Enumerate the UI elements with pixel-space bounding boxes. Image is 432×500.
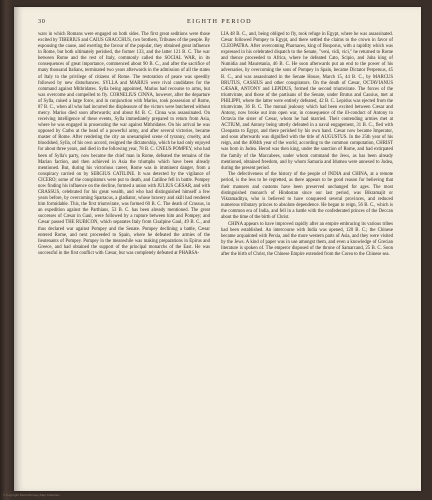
paragraph: CHINA appears to have improved rapidly after an empire embracing its various tribes had been established. An intercourse with India was opened, 120 B. C.; the Chinese became acquainted with Persia, and the more western parts of Asia, and they were visited by the Jews. A kind of paper was in use amongst them, and even a knowledge of Grecian literature is spoken of. The emperor disposed of the throne of Samarcand, 25 B. C. Soon after the birth of Christ, the Chinese Empire extended from the Corea to the Chinese sea. bbox=[221, 221, 393, 257]
paragraph: The defectiveness of the history of the people of INDIA and CHINA, at a remote period, is the less to be regretted, as there appears to be good reason for believing that their manners and customs have been preserved unchanged for ages. The most distinguished monarch of Hindostan since our last period, was Bikramajit or Vikramaditya, who is believed to have conquered several provinces, and reduced numerous tributary princes to absolute dependence. He began to reign, 56 B. C., which is the common era of India, and fell in a battle with the confederated princes of the Deccan about the time of the birth of Christ. bbox=[221, 172, 393, 220]
period-title: EIGHTH PERIOD bbox=[186, 18, 253, 25]
page-header bbox=[38, 18, 401, 28]
paragraph: LIA 48 B. C., and, being obliged to fly, took refuge in Egypt, where he was assassinated. Cæsar followed Pompey to Egypt, and there settled the claims to the crown in favor of CLEOPATRA. After overcoming Pharnaces, king of Bosporus, with a rapidity which was expressed in his celebrated dispatch to the Senate, "veni, vidi, vici," he returned to Rome and thence proceeded to Africa, where he defeated Cato, Scipio, and Juba king of Numidia and Mauretania, 46 B. C. He soon afterwards put an end to the power of his adversaries, by overcoming the sons of Pompey in Spain, became Dictator Perpetuus, 45 B. C., and was assassinated in the Senate House, March 15, 44 B. C., by MARCUS BRUTUS, CASSIUS and other conspirators. On the death of Cæsar, OCTAVIANUS CÆSAR, ANTONY and LEPIDUS, formed the second triumvirate. The forces of the triumvirate, and those of the partisans of the Senate, under Brutus and Cassius, met at PHILIPPI, where the latter were entirely defeated, 42 B. C. Lepidus was ejected from the triumvirate, 36 B. C. The mutual jealousy which had been excited between Cæsar and Antony, now broke out into open war, in consequence of the ill-conduct of Antony to Octavia the sister of Cæsar, whom he had married. Their contending armies met at ACTIUM, and Antony being utterly defeated in a naval engagement, 31 B. C., fled with Cleopatra to Egypt, and there perished by his own hand. Cæsar now became Imperator, and soon afterwards was dignified with the title of AUGUSTUS. In the 25th year of his reign, and the 4004th year of the world, according to the common computation, CHRIST was born in Judea. Herod was then king, under the sanction of Rome, and had extirpated the family of the Maccabees, under whom command the Jews, as has been already mentioned, obtained freedom, and by whom Samaria and Idumea were annexed to Judea, during the present period. bbox=[221, 32, 393, 171]
left-column bbox=[38, 32, 210, 257]
page-number: 30 bbox=[38, 18, 46, 25]
copyright-credit: © Copyright David Rumsey Map Collection bbox=[3, 493, 60, 497]
paragraph: wars in which Romans were engaged on both sides. The first great seditions were those excited by TIBERIUS and CAIUS GRACCHUS, two brothers, Tribunes of the people. By espousing the cause, and exerting the favour of the popular, they obtained great influence in Rome, but both ultimately perished, the former 133, and the latter 121 B. C. The war between Rome and the rest of Italy, commonly called the SOCIAL WAR, in its consequences of great importance, commenced about 90 B. C., and after the sacrifice of many thousand Italians, terminated two years afterwards in the admission of all the states of Italy to the privilege of citizens of Rome. The restoration of peace was speedily followed by new disturbances. SYLLA and MARIUS were rival candidates for the command against Mithridates. Sylla being appointed, Marius had recourse to arms, but was overcome and compelled to fly. CORNELIUS CINNA, however, after the departure of Sylla, raised a large force, and in conjunction with Marius, took possession of Rome, 87 B. C., when all who had incurred the displeasure of the victors were butchered without mercy. Marius died soon afterwards; and about 84 B. C. Cinna was assassinated. On receiving intelligence of these events, Sylla immediately prepared to return from Asia, where he was engaged in prosecuting the war against Mithridates. On his arrival he was opposed by Carbo at the head of a powerful army, and after several victories, became master of Rome. After rendering the city an unexampled scene of tyranny, cruelty, and bloodshed, Sylla, of his own accord, resigned the dictatorship, which he had only enjoyed for about three years, and died in the following year, 78 B. C. CNEUS POMPEY, who had been of Sylla's party, now became the chief man in Rome, defeated the remains of the Marian faction, and then achieved in Asia the triumphs which have been already mentioned. But, during his victorious career, Rome was in imminent danger, from a conspiracy carried on by SERGIUS CATILINE. It was detected by the vigilance of CICERO; some of the conspirators were put to death, and Catiline fell in battle. Pompey now finding his influence on the decline, formed a union with JULIUS CÆSAR, and with CRASSUS, celebrated for his great wealth, and who had distinguished himself a few years before, by overcoming Spartacus, a gladiator, whose bravery and skill had rendered him formidable. This, the first triumvirate, was formed 60 B. C. The death of Crassus, in an expedition against the Parthians, 53 B. C. has been already mentioned. The great successes of Cæsar in Gaul, were followed by a rupture between him and Pompey; and Cæsar passed THE RUBICON, which separates Italy from Cisalpine Gaul, 49 B. C., and thus declared war against Pompey and the Senate. Pompey declining a battle, Cæsar entered Rome, and next proceeded to Spain, where he defeated the armies of the lieutenants of Pompey. Pompey in the meanwhile was making preparations in Epirus and Greece, and had obtained the support of the principal monarchs of the East. He was successful in the first conflict with Cæsar, but was completely defeated at PHARSA- bbox=[38, 32, 210, 256]
right-column bbox=[221, 32, 393, 258]
book-page bbox=[14, 7, 421, 491]
